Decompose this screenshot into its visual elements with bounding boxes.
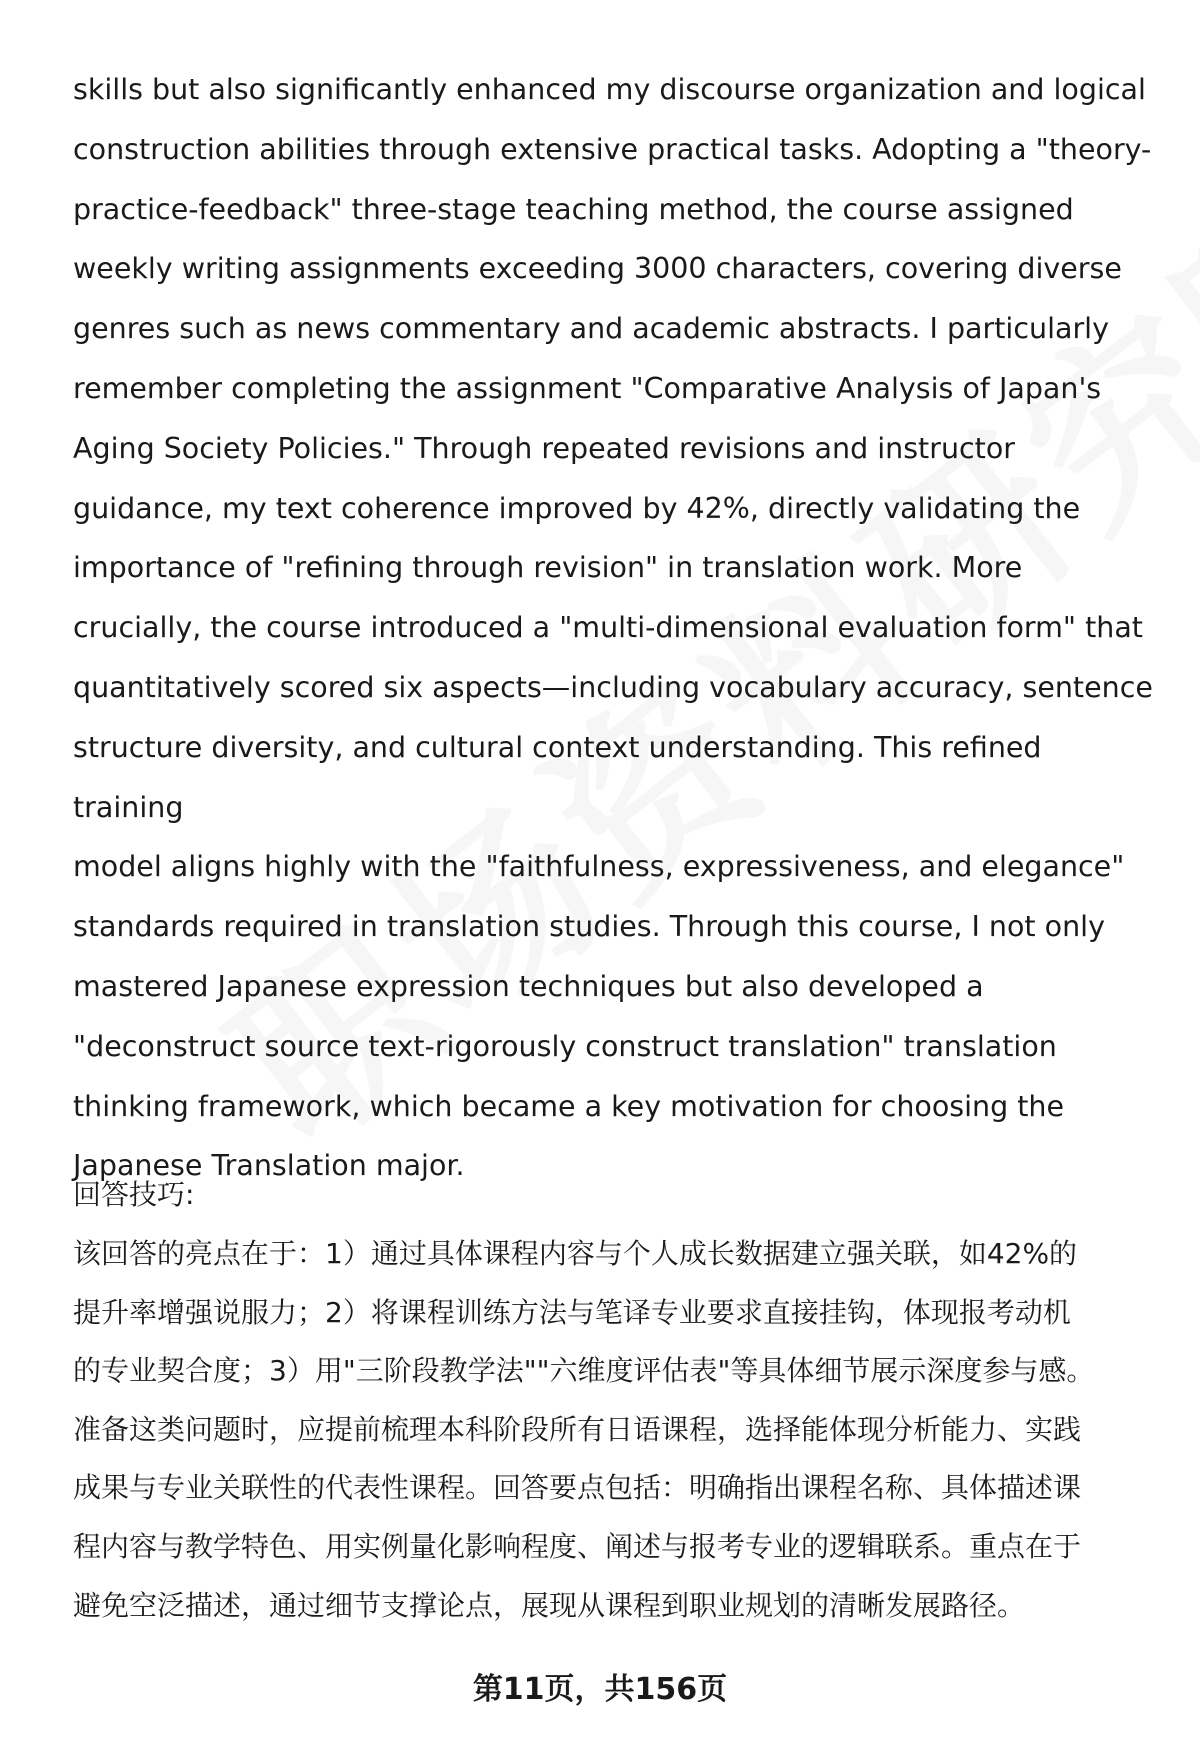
- answer-paragraph: skills but also significantly enhanced my discourse organization and logical construction abilities through extensive practical tasks. Adopting a "theory- practice-feedback" three-stage teaching method, the course assigned weekly writing assignments exceeding 3000 characters, covering diverse genres such as news commentary and academic abstracts. I particularly remember completing the assignment "Comparative Analysis of Japan's Aging Society Policies." Through repeated revisions and instructor guidance, my text coherence improved by 42%, directly validating the importance of "refining through revision" in translation work. More crucially, the course introduced a "multi-dimensional evaluation form" that quantitatively scored six aspects—including vocabulary accuracy, sentence structure diversity, and cultural context understanding. This refined training model aligns highly with the "faithfulness, expressiveness, and elegance" standards required in translation studies. Through this course, I not only mastered Japanese expression techniques but also developed a "deconstruct source text-rigorously construct translation" translation thinking framework, which became a key motivation for choosing the Japanese Translation major.: [73, 73, 1153, 1183]
- tips-heading: 回答技巧:: [73, 1178, 195, 1211]
- tips-paragraph: 该回答的亮点在于：1）通过具体课程内容与个人成长数据建立强关联，如42%的 提升率增强说服力；2）将课程训练方法与笔译专业要求直接挂钩，体现报考动机 的专业契合度；3）用"三阶段教学法""六维度评估表"等具体细节展示深度参与感。 准备这类问题时，应提前梳理本科阶段所有日语课程，选择能体现分析能力、实践 成果与专业关联性的代表性课程。回答要点包括：明确指出课程名称、具体描述课 程内容与教学特色、用实例量化影响程度、阐述与报考专业的逻辑联系。重点在于 避免空泛描述，通过细节支撑论点，展现从课程到职业规划的清晰发展路径。: [73, 1237, 1095, 1622]
- answer-tips-section: [73, 1165, 1153, 1635]
- page-number: 第11页，共156页: [472, 1672, 728, 1707]
